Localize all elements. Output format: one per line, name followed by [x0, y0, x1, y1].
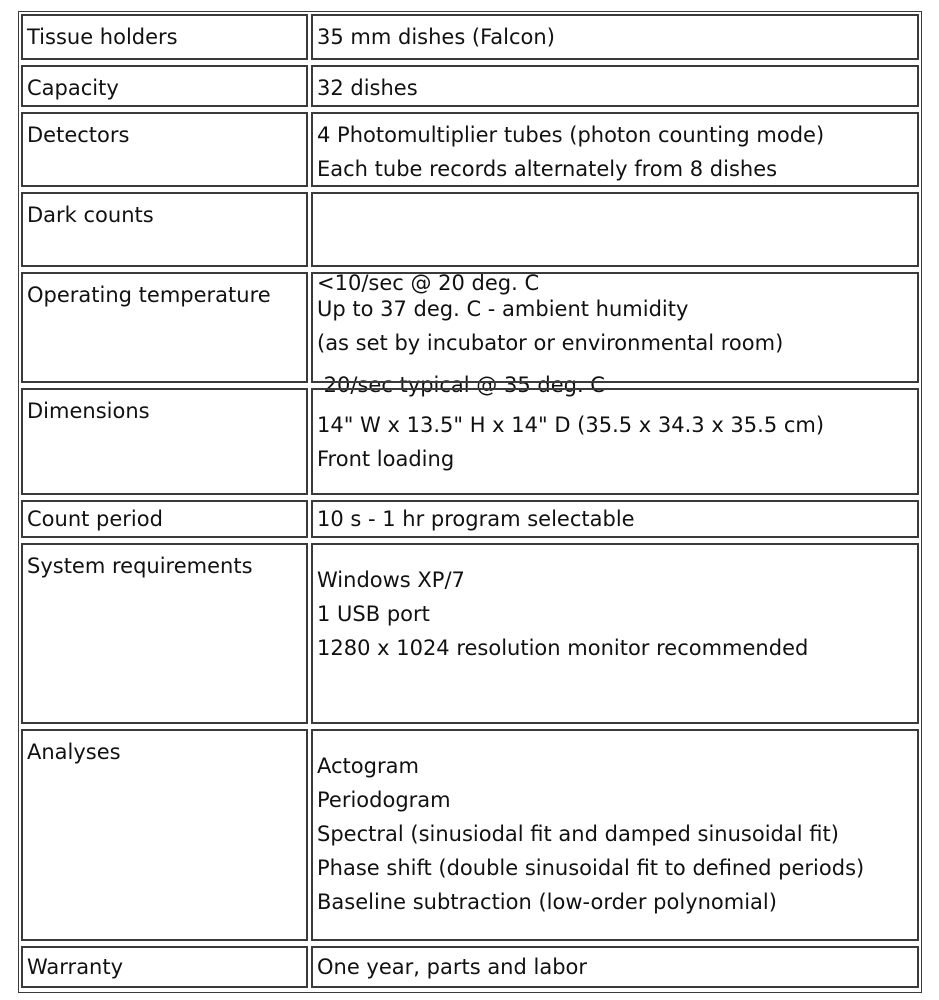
- spec-value-line: 1 USB port: [317, 602, 430, 626]
- spec-value-line: (as set by incubator or environmental room): [317, 331, 784, 355]
- spec-label-text: Count period: [27, 507, 163, 531]
- spec-label-capacity: [21, 65, 308, 107]
- spec-label-tissue-holders: [21, 14, 308, 60]
- spec-value-capacity: [311, 65, 919, 107]
- spec-value-line: 1280 x 1024 resolution monitor recommended: [317, 636, 809, 660]
- spec-label-analyses: [21, 729, 308, 941]
- spec-value-dimensions: [311, 388, 919, 495]
- spec-value-line: 35 mm dishes (Falcon): [317, 25, 555, 49]
- spec-value-line: Baseline subtraction (low-order polynomial): [317, 890, 777, 914]
- spec-value-line: Front loading: [317, 447, 455, 471]
- spec-value-line: 14" W x 13.5" H x 14" D (35.5 x 34.3 x 35.5 cm): [317, 413, 825, 437]
- spec-label-text: Operating temperature: [27, 283, 271, 307]
- spec-value-tissue-holders: [311, 14, 919, 60]
- spec-value-line: Periodogram: [317, 788, 451, 812]
- spec-value-line: <10/sec @ 20 deg. C: [317, 271, 540, 295]
- spec-value-line: Actogram: [317, 754, 419, 778]
- spec-value-line: 20/sec typical @ 35 deg. C: [317, 373, 605, 397]
- spec-value-line: Phase shift (double sinusoidal fit to defined periods): [317, 856, 865, 880]
- spec-label-text: Capacity: [27, 76, 119, 100]
- spec-value-system-requirements: [311, 543, 919, 724]
- spec-value-line: 32 dishes: [317, 76, 418, 100]
- specifications-table: [18, 11, 922, 993]
- spec-value-detectors: [311, 112, 919, 187]
- spec-value-count-period: [311, 500, 919, 538]
- spec-label-text: Detectors: [27, 123, 130, 147]
- spec-value-operating-temperature: [311, 272, 919, 383]
- spec-value-analyses: [311, 729, 919, 941]
- spec-label-text: Analyses: [27, 740, 121, 764]
- spec-label-text: Warranty: [27, 955, 124, 979]
- spec-value-warranty: [311, 946, 919, 988]
- spec-label-warranty: [21, 946, 308, 988]
- spec-label-dark-counts: [21, 192, 308, 267]
- spec-label-text: Dimensions: [27, 399, 150, 423]
- spec-value-line: Each tube records alternately from 8 dishes: [317, 157, 778, 181]
- spec-label-text: System requirements: [27, 554, 253, 578]
- spec-label-dimensions: [21, 388, 308, 495]
- spec-value-line: One year, parts and labor: [317, 955, 588, 979]
- spec-label-text: Dark counts: [27, 203, 154, 227]
- spec-value-line: 4 Photomultiplier tubes (photon counting mode): [317, 123, 825, 147]
- spec-label-operating-temperature: [21, 272, 308, 383]
- spec-value-line: Spectral (sinusiodal fit and damped sinusoidal fit): [317, 822, 839, 846]
- spec-label-detectors: [21, 112, 308, 187]
- spec-label-count-period: [21, 500, 308, 538]
- spec-value-line: Windows XP/7: [317, 568, 465, 592]
- spec-label-text: Tissue holders: [27, 25, 178, 49]
- spec-value-line: 10 s - 1 hr program selectable: [317, 507, 635, 531]
- spec-value-line: Up to 37 deg. C - ambient humidity: [317, 297, 689, 321]
- spec-label-system-requirements: [21, 543, 308, 724]
